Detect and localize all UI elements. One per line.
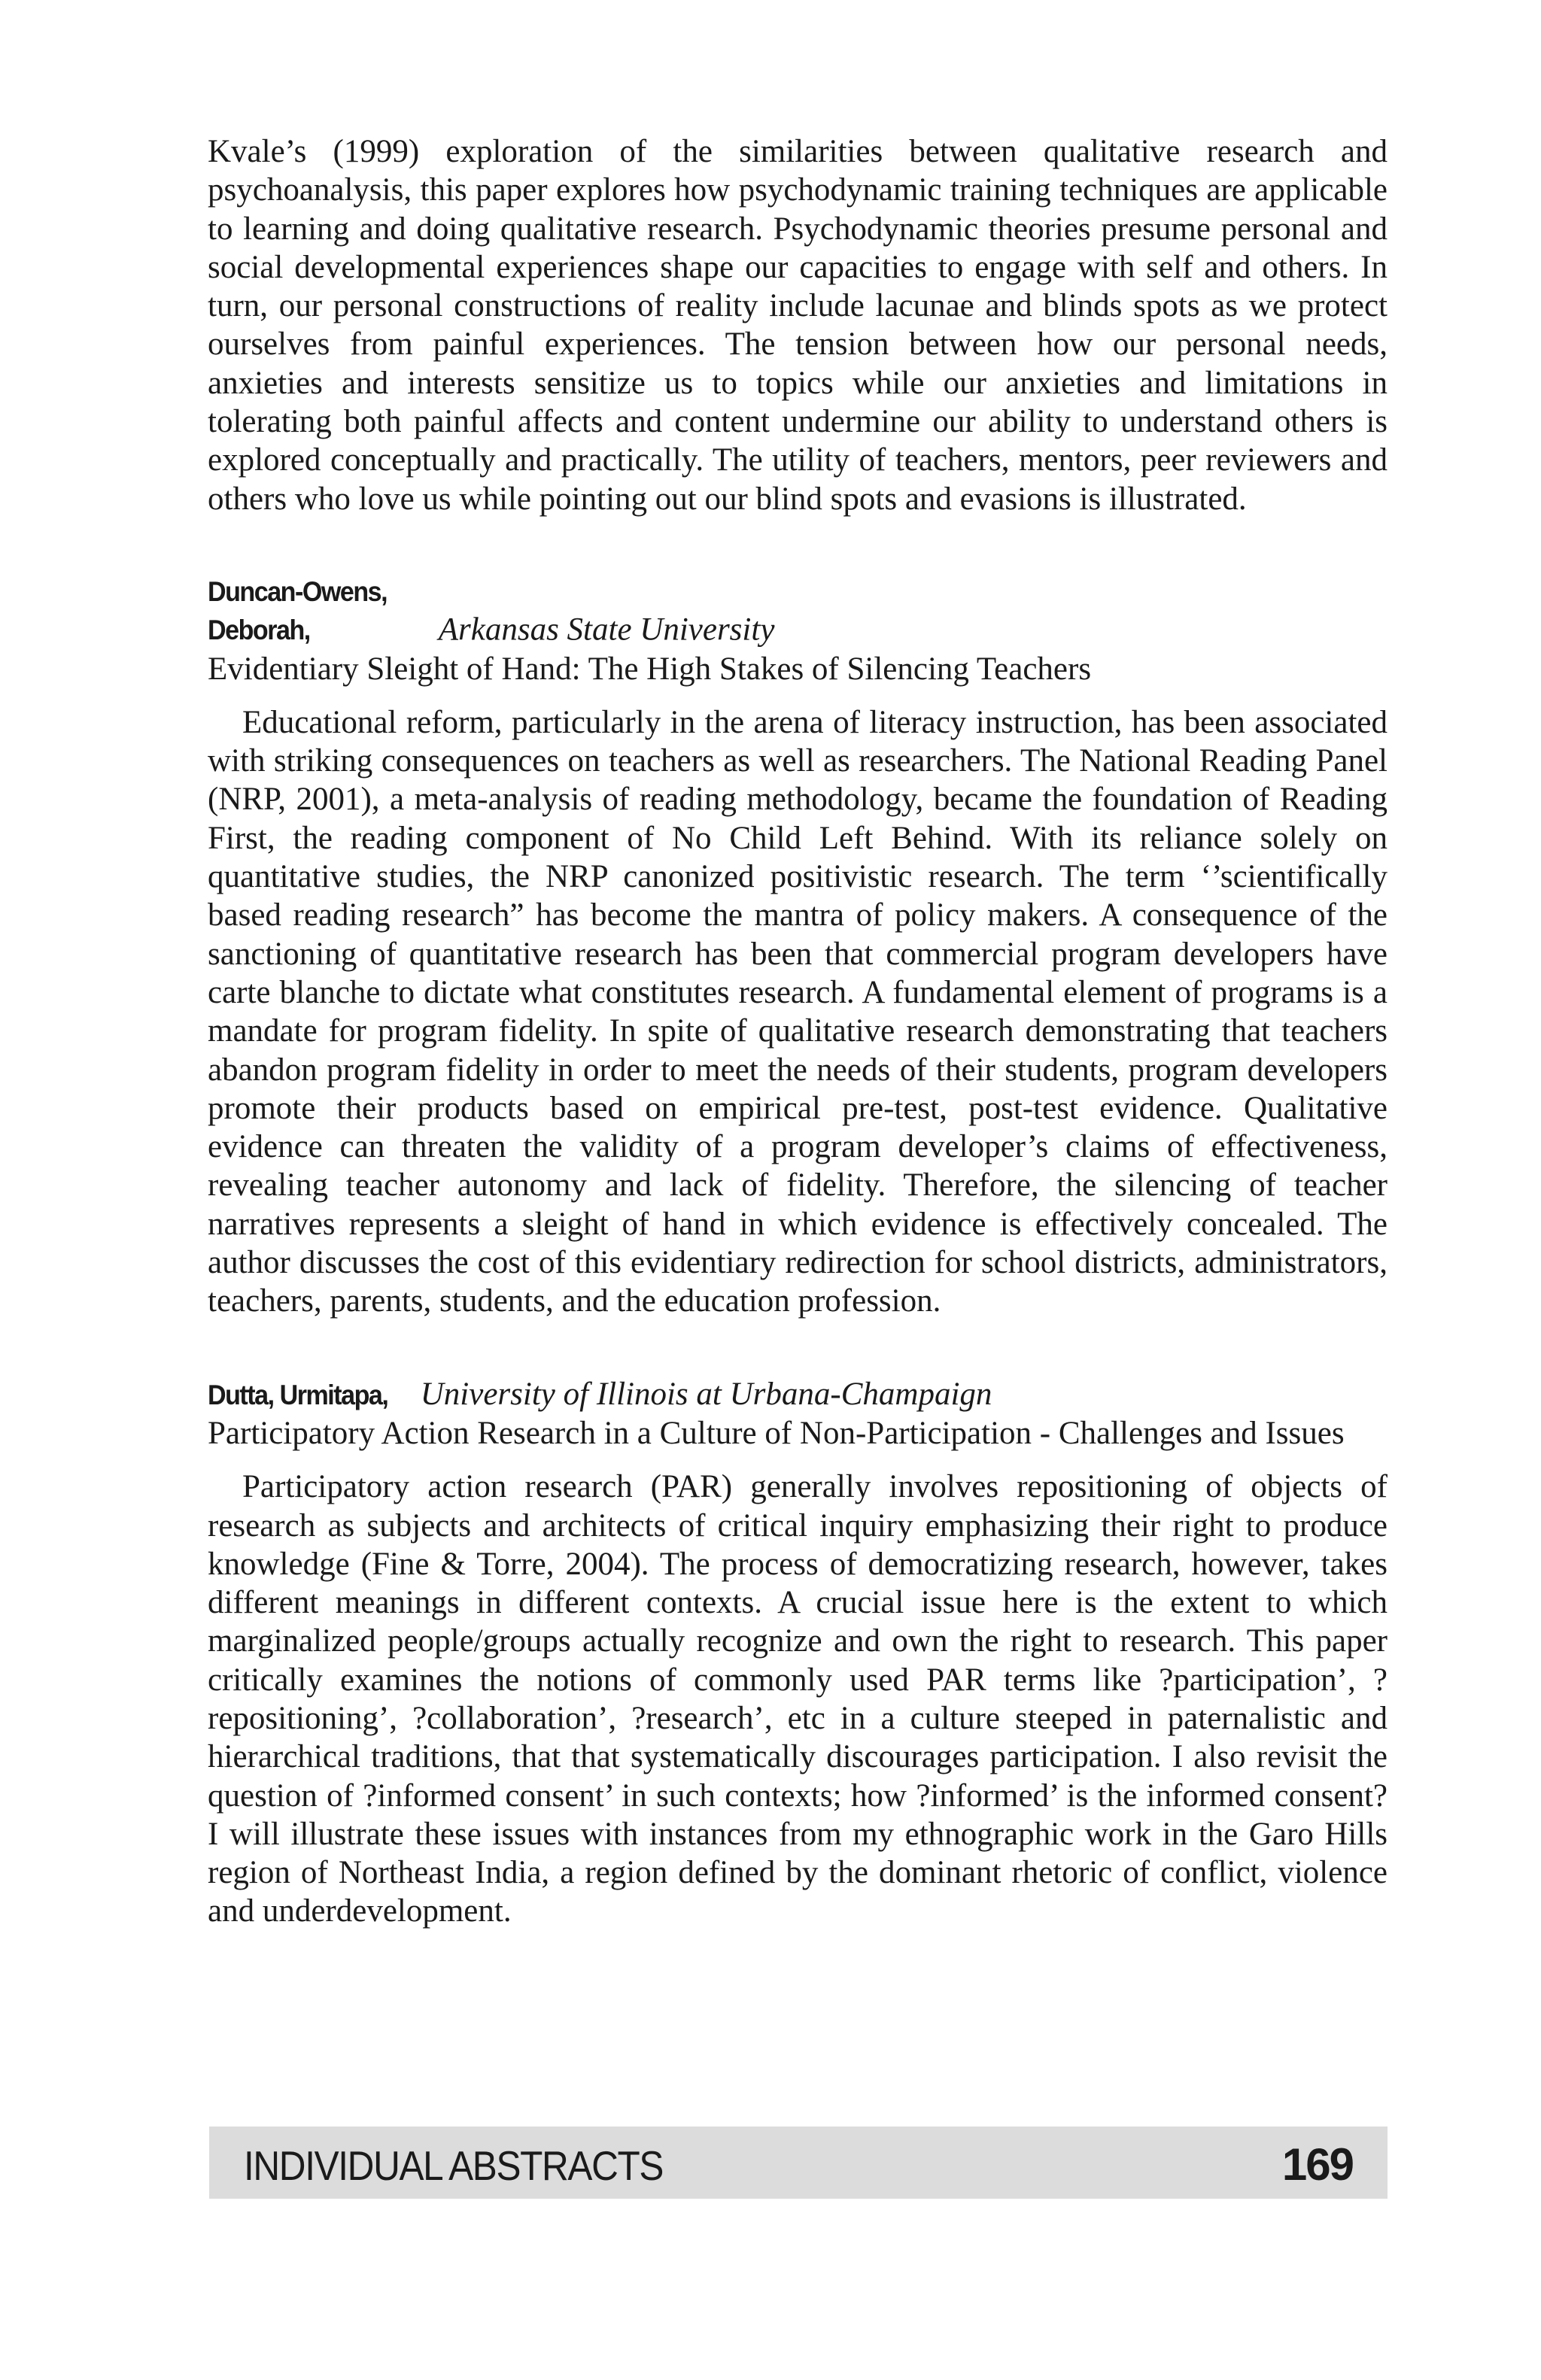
author-affiliation: Arkansas State University [438,612,775,648]
author-name: Duncan-Owens, Deborah, [208,575,388,646]
abstract-text: Educational reform, particularly in the arena of literacy instruction, has been associated with striking consequences on teachers as well as researchers. The National Reading Panel (NRP, 2001), a meta-analysis of reading methodology, became the foundation of Reading First, the reading component of No Child Left Behind. With its reliance solely on quantitative studies, the NRP canonized positivistic research. The term ‘’scientifically based reading research” has become the mantra of policy makers. A consequence of the sanctioning of quantitative research has been that commercial program developers have carte blanche to dictate what constitutes research. A fundamental element of programs is a mandate for program fidelity. In spite of qualitative research demonstrating that teachers abandon program fidelity in order to meet the needs of their students, program developers promote their products based on empirical pre-test, post-test evidence. Qualitative evidence can threaten the validity of a program developer’s claims of effectiveness, revealing teacher autonomy and lack of fidelity. Therefore, the silencing of teacher narratives represents a sleight of hand in which evidence is effectively concealed. The author discusses the cost of this evidentiary redirection for school districts, administrators, teachers, parents, students, and the education profession. [208,704,1388,1319]
paper-title: Evidentiary Sleight of Hand: The High Stakes of Silencing Teachers [208,651,1092,687]
abstract-entry-duncan-owens [208,572,1388,1321]
page-number: 169 [1281,2139,1353,2190]
continued-abstract-paragraph: Kvale’s (1999) exploration of the similarities between qualitative research and psychoanalysis, this paper explores how psychodynamic training techniques are applicable to learning and doing qualitative research. Psychodynamic theories presume personal and social developmental experiences shape our capacities to engage with self and others. In turn, our personal constructions of reality include lacunae and blinds spots as we protect ourselves from painful experiences. The tension between how our personal needs, anxieties and interests sensitize us to topics while our anxieties and limitations in tolerating both painful affects and content undermine our ability to understand others is explored conceptually and practically. The utility of teachers, mentors, peer reviewers and others who love us while pointing out our blind spots and evasions is illustrated. [208,134,1388,517]
abstract-text: Participatory action research (PAR) generally involves repositioning of objects of research as subjects and architects of critical inquiry emphasizing their right to produce knowledge (Fine & Torre, 2004). The process of democratizing research, however, takes different meanings in different contexts. A crucial issue here is the extent to which marginalized people/groups actually recognize and own the right to research. This paper critically examines the notions of commonly used PAR terms like ?participation’, ?repositioning’, ?collaboration’, ?research’, etc in a culture steeped in paternalistic and hierarchical traditions, that that systematically discourages participation. I also revisit the question of ?informed consent’ in such contexts; how ?informed’ is the informed consent? I will illustrate these issues with instances from my ethnographic work in the Garo Hills region of Northeast India, a region defined by the dominant rhetoric of conflict, violence and underdevelopment. [208,1469,1388,1929]
page-body [208,132,1388,1931]
section-label: INDIVIDUAL ABSTRACTS [244,2142,664,2189]
paper-title: Participatory Action Research in a Culture of Non-Participation - Challenges and Issues [208,1415,1345,1451]
author-name: Dutta, Urmitapa, [208,1379,388,1410]
abstract-entry-dutta [208,1375,1388,1931]
page-footer [209,2127,1388,2199]
entry-heading [208,1375,1388,1414]
entry-heading [208,572,1388,650]
author-affiliation: University of Illinois at Urbana-Champaign [420,1376,992,1412]
